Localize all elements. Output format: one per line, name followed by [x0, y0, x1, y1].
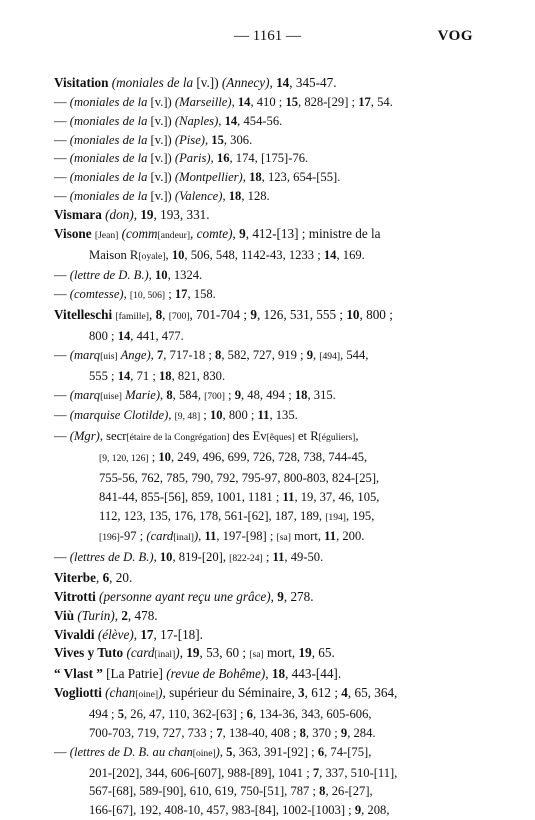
- text-run: [v.]): [150, 132, 175, 147]
- index-continuation: [54, 469, 482, 488]
- small-text: [sa]: [276, 532, 291, 544]
- italic-text: ): [193, 529, 199, 544]
- bold-text: Vogliotti: [54, 685, 102, 701]
- italic-text: (don): [105, 206, 134, 222]
- text-run: ,: [133, 206, 141, 222]
- text-run: [v.]): [196, 75, 219, 90]
- bold-text: 10: [209, 408, 223, 423]
- text-run: Maison R: [89, 247, 139, 262]
- index-subentry: [54, 743, 482, 764]
- text-run: , 200.: [336, 529, 365, 544]
- text-run: , 65, 364,: [347, 685, 398, 701]
- text-run: , 169.: [336, 247, 365, 262]
- text-run: , 701-704 ;: [189, 307, 251, 323]
- text-run: ,: [150, 347, 157, 362]
- text-run: , 20.: [109, 570, 133, 586]
- index-continuation: [54, 801, 482, 820]
- bold-text: 14: [117, 368, 131, 383]
- text-run: , secr: [99, 429, 127, 444]
- bold-text: 8: [319, 784, 326, 799]
- text-run: ,: [168, 408, 175, 423]
- text-run: [v.]): [150, 94, 175, 109]
- index-entry: [54, 206, 482, 225]
- bold-text: 14: [323, 247, 337, 262]
- bold-text: 5: [226, 744, 233, 759]
- small-text: [inal]: [173, 532, 194, 544]
- index-subentry: [54, 386, 482, 407]
- small-text: [étaire de la Congrégation]: [126, 432, 230, 444]
- text-run: —: [54, 347, 70, 362]
- text-run: ,: [242, 170, 250, 185]
- small-text: [700]: [168, 311, 190, 323]
- text-run: , 612 ;: [304, 685, 342, 701]
- text-run: —: [54, 287, 70, 302]
- italic-text: ): [215, 744, 220, 759]
- bold-text: 15: [285, 94, 299, 109]
- small-text: [famille]: [115, 311, 149, 323]
- small-text: [oyale]: [138, 250, 166, 262]
- text-run: , 819-[20],: [172, 550, 230, 565]
- italic-text: ): [175, 645, 180, 661]
- text-run: [v.]): [150, 113, 175, 128]
- bold-text: 14: [276, 75, 290, 90]
- text-run: , 135.: [269, 408, 298, 423]
- text-run: , 454-56.: [237, 113, 283, 128]
- text-run: , 278.: [283, 588, 314, 604]
- index-continuation: [54, 367, 482, 386]
- bold-text: Vitelleschi: [54, 307, 113, 323]
- bold-text: 14: [117, 328, 131, 343]
- italic-text: (moniales de la: [111, 75, 197, 90]
- bold-text: 8: [166, 387, 173, 402]
- text-run: 494 ;: [89, 707, 118, 721]
- italic-text: (lettres de D. B.): [69, 550, 154, 565]
- bold-text: 10: [159, 550, 173, 565]
- bold-text: 11: [324, 529, 337, 544]
- index-subentry: [54, 149, 482, 168]
- page-header: [0, 28, 535, 48]
- text-run: —: [54, 268, 70, 283]
- italic-text: Marie): [121, 387, 161, 402]
- text-run: 555 ;: [89, 368, 118, 383]
- small-text: [10, 506]: [129, 290, 166, 302]
- text-run: , 443-[44].: [285, 666, 342, 682]
- text-run: , 193, 331.: [153, 206, 210, 222]
- text-run: , 74-[75],: [324, 744, 372, 759]
- bold-text: 2: [121, 607, 128, 623]
- small-text: [196]: [99, 532, 120, 544]
- bold-text: 9: [306, 347, 313, 362]
- bold-text: 8: [155, 307, 163, 323]
- small-text: [inal]: [154, 649, 176, 661]
- text-run: , 345-47.: [289, 75, 337, 90]
- bold-text: 6: [102, 570, 110, 586]
- italic-text: (Valence): [174, 189, 223, 204]
- bold-text: 14: [237, 94, 251, 109]
- bold-text: 14: [224, 113, 238, 128]
- index-subentry: [54, 112, 482, 131]
- index-continuation: [54, 448, 482, 469]
- text-run: ,: [270, 588, 278, 604]
- text-run: , 123, 654-[55].: [261, 170, 341, 185]
- index-entries: [54, 74, 482, 820]
- small-text: [éguliers]: [318, 432, 356, 444]
- bold-text: 18: [228, 189, 242, 204]
- italic-text: (marq: [69, 347, 101, 362]
- text-run: , 19, 37, 46, 105,: [294, 489, 380, 504]
- index-entry: [54, 607, 482, 626]
- italic-text: (Annecy): [218, 75, 270, 90]
- bold-text: 6: [317, 744, 325, 759]
- bold-text: 6: [246, 707, 253, 721]
- index-continuation: [54, 527, 482, 548]
- text-run: , 48, 494 ;: [241, 387, 295, 402]
- italic-text: (marq: [69, 387, 101, 402]
- text-run: , 195,: [346, 508, 375, 523]
- bold-text: 5: [117, 707, 124, 721]
- text-run: , 65.: [311, 645, 335, 661]
- text-run: 755-56, 762, 785, 790, 792, 795-97, 800-803, 824-[25],: [99, 470, 380, 485]
- italic-text: (lettres de D. B. au chan: [69, 744, 193, 759]
- text-run: ,: [210, 151, 217, 166]
- text-run: ,: [269, 75, 277, 90]
- text-run: , 17-[18].: [153, 626, 203, 642]
- bold-text: 17: [140, 626, 154, 642]
- italic-text: (marquise Clotilde): [69, 408, 169, 423]
- text-run: mort,: [290, 529, 325, 544]
- text-run: ,: [114, 607, 122, 623]
- text-run: , 478.: [127, 607, 158, 623]
- bold-text: 10: [171, 247, 185, 262]
- bold-text: Viù: [54, 607, 75, 623]
- text-run: , 208,: [361, 803, 390, 818]
- text-run: ,: [219, 744, 227, 759]
- italic-text: (moniales de la: [69, 132, 151, 147]
- text-run: ,: [231, 94, 238, 109]
- index-subentry: [54, 285, 482, 306]
- text-run: ,: [162, 307, 169, 323]
- index-subentry: [54, 266, 482, 285]
- italic-text: ): [158, 685, 163, 701]
- bold-text: 17: [174, 287, 188, 302]
- text-run: [v.]): [150, 151, 175, 166]
- text-run: ,: [204, 132, 212, 147]
- index-continuation: [54, 705, 482, 724]
- text-run: —: [54, 744, 70, 759]
- text-run: —: [54, 550, 70, 565]
- text-run: , 821, 830.: [171, 368, 226, 383]
- text-run: —: [54, 429, 70, 444]
- italic-text: (Turin): [77, 607, 115, 623]
- bold-text: 9: [239, 225, 246, 241]
- text-run: , 544,: [340, 347, 369, 362]
- text-run: mort,: [263, 645, 299, 661]
- bold-text: 19: [186, 645, 200, 661]
- bold-text: 11: [272, 550, 285, 565]
- bold-text: 10: [346, 307, 360, 323]
- italic-text: (Naples): [174, 113, 219, 128]
- text-run: , 54.: [370, 94, 393, 109]
- text-run: , 506, 548, 1142-43, 1233 ;: [184, 247, 324, 262]
- text-run: 112, 123, 135, 176, 178, 561-[62], 187, 189,: [99, 508, 326, 523]
- italic-text: (card: [126, 645, 155, 661]
- bold-text: 9: [250, 307, 257, 323]
- text-run: ;: [224, 387, 235, 402]
- bold-text: 8: [215, 347, 222, 362]
- text-run: —: [54, 132, 70, 147]
- italic-text: Ange): [117, 347, 151, 362]
- bold-text: 9: [234, 387, 241, 402]
- text-run: , 412-[13] ; ministre de la: [245, 225, 381, 241]
- text-run: ,: [222, 189, 229, 204]
- small-text: [Jean]: [94, 229, 119, 241]
- text-run: , 249, 496, 699, 726, 728, 738, 744-45,: [170, 450, 368, 465]
- text-run: , 158.: [187, 287, 216, 302]
- index-subentry: [54, 346, 482, 367]
- text-run: des Ev: [229, 429, 267, 444]
- italic-text: (Paris): [174, 151, 211, 166]
- text-run: ,: [179, 645, 187, 661]
- italic-text: (Mgr): [69, 429, 100, 444]
- small-text: [êques]: [266, 432, 295, 444]
- bold-text: 11: [282, 489, 295, 504]
- small-text: [9, 120, 126]: [99, 453, 149, 465]
- text-run: 201-[202], 344, 606-[607], 988-[89], 1041 ;: [89, 765, 313, 780]
- index-entry: [54, 684, 482, 705]
- index-subentry: [54, 427, 482, 448]
- text-run: , 306.: [223, 132, 253, 147]
- small-text: [494]: [319, 350, 341, 362]
- text-run: —: [54, 408, 70, 423]
- index-subentry: [54, 187, 482, 206]
- bold-text: 17: [358, 94, 371, 109]
- index-subentry: [54, 168, 482, 187]
- index-continuation: [54, 327, 482, 346]
- italic-text: (comtesse): [69, 287, 124, 302]
- text-run: , 717-18 ;: [163, 347, 216, 362]
- italic-text: (card: [146, 529, 174, 544]
- index-subentry: [54, 131, 482, 150]
- text-run: , 441, 477.: [130, 328, 184, 343]
- small-text: [9, 48]: [174, 411, 201, 423]
- bold-text: Visone: [54, 225, 92, 241]
- text-run: —: [54, 113, 70, 128]
- text-run: , 315.: [307, 387, 336, 402]
- text-run: ,: [232, 225, 240, 241]
- index-continuation: [54, 782, 482, 801]
- text-run: , 582, 727, 919 ;: [221, 347, 307, 362]
- text-run: ,: [148, 268, 155, 283]
- bold-text: 16: [216, 151, 230, 166]
- text-run: ,: [95, 570, 103, 586]
- text-run: , 53, 60 ;: [199, 645, 250, 661]
- running-head: VOG: [437, 28, 473, 44]
- text-run: , 71 ;: [130, 368, 159, 383]
- text-run: [v.]): [150, 170, 175, 185]
- bold-text: 9: [340, 725, 348, 740]
- bold-text: Viterbe: [54, 570, 96, 586]
- small-text: [822-24]: [229, 553, 263, 565]
- index-entry: [54, 665, 482, 684]
- text-run: ,: [148, 307, 156, 323]
- italic-text: (moniales de la: [69, 189, 151, 204]
- bold-text: 10: [154, 268, 168, 283]
- index-entry: [54, 644, 482, 665]
- italic-text: (moniales de la: [69, 170, 151, 185]
- italic-text: (moniales de la: [69, 151, 151, 166]
- bold-text: Vismara: [54, 206, 102, 222]
- index-entry: [54, 74, 482, 93]
- text-run: , 363, 391-[92] ;: [232, 744, 318, 759]
- text-run: , 126, 531, 555 ;: [256, 307, 347, 323]
- text-run: , 197-[98] ;: [216, 529, 277, 544]
- bold-text: Vives y Tuto: [54, 645, 124, 661]
- text-run: , 828-[29] ;: [298, 94, 359, 109]
- small-text: [andeur]: [157, 229, 191, 241]
- bold-text: 3: [298, 685, 305, 701]
- italic-text: (Montpellier): [174, 170, 243, 185]
- page-number: — 1161 —: [234, 28, 301, 44]
- text-run: 700-703, 719, 727, 733 ;: [89, 725, 217, 740]
- bold-text: 11: [204, 529, 217, 544]
- text-run: , 370 ;: [305, 725, 341, 740]
- small-text: [uise]: [100, 390, 122, 402]
- bold-text: 4: [341, 685, 348, 701]
- small-text: [uis]: [100, 350, 118, 362]
- text-run: ,: [160, 387, 167, 402]
- text-run: ;: [148, 450, 159, 465]
- text-run: ,: [313, 347, 320, 362]
- small-text: [oine]: [192, 747, 216, 759]
- text-run: , 49-50.: [284, 550, 324, 565]
- index-subentry: [54, 406, 482, 427]
- text-run: , 584,: [172, 387, 205, 402]
- text-run: ,: [218, 113, 225, 128]
- text-run: ,: [198, 529, 205, 544]
- text-run: -97 ;: [119, 529, 147, 544]
- text-run: —: [54, 94, 70, 109]
- index-continuation: [54, 246, 482, 267]
- index-entry: [54, 626, 482, 645]
- small-text: [oine]: [135, 689, 159, 701]
- index-continuation: [54, 724, 482, 743]
- italic-text: (lettre de D. B.): [69, 268, 149, 283]
- text-run: ,: [153, 550, 160, 565]
- text-run: , 284.: [347, 725, 376, 740]
- text-run: 800 ;: [89, 328, 118, 343]
- text-run: ,: [355, 429, 359, 444]
- italic-text: (Marseille): [174, 94, 232, 109]
- text-run: , 26, 47, 110, 362-[63] ;: [123, 707, 247, 721]
- italic-text: (chan: [105, 685, 136, 701]
- bold-text: 18: [294, 387, 308, 402]
- bold-text: 10: [158, 450, 171, 465]
- text-run: 166-[67], 192, 408-10, 457, 983-[84], 1002-[1003] ;: [89, 803, 355, 818]
- text-run: , supérieur du Séminaire,: [162, 685, 299, 701]
- text-run: , 337, 510-[11],: [319, 765, 398, 780]
- text-run: 841-44, 855-[56], 859, 1001, 1181 ;: [99, 489, 283, 504]
- text-run: , 138-40, 408 ;: [222, 725, 300, 740]
- text-run: 567-[68], 589-[90], 610, 619, 750-[51], 787 ;: [89, 784, 320, 799]
- italic-text: (élève): [97, 626, 134, 642]
- italic-text: (Pise): [174, 132, 205, 147]
- bold-text: 9: [354, 803, 362, 818]
- small-text: [sa]: [249, 649, 264, 661]
- text-run: ,: [165, 247, 172, 262]
- bold-text: Vitrotti: [54, 588, 96, 604]
- index-continuation: [54, 764, 482, 783]
- bold-text: 18: [158, 368, 172, 383]
- text-run: —: [54, 170, 70, 185]
- small-text: [194]: [325, 511, 346, 523]
- index-continuation: [54, 507, 482, 528]
- bold-text: 11: [257, 408, 270, 423]
- index-subentry: [54, 548, 482, 569]
- text-run: [La Patrie]: [102, 666, 167, 682]
- text-run: ;: [262, 550, 273, 565]
- index-entry: [54, 569, 482, 588]
- index-entry: [54, 225, 482, 246]
- bold-text: 9: [277, 588, 284, 604]
- text-run: , 410 ;: [250, 94, 286, 109]
- italic-text: (moniales de la: [69, 94, 151, 109]
- bold-text: 7: [312, 765, 320, 780]
- bold-text: 18: [271, 666, 286, 682]
- text-run: , 800 ;: [359, 307, 393, 323]
- text-run: et R: [294, 429, 319, 444]
- text-run: ,: [265, 666, 272, 682]
- text-run: —: [54, 189, 70, 204]
- text-run: , 800 ;: [222, 408, 258, 423]
- index-continuation: [54, 488, 482, 507]
- bold-text: Vivaldi: [54, 626, 95, 642]
- italic-text: (revue de Bohême): [166, 666, 266, 682]
- bold-text: Visitation: [54, 75, 109, 90]
- text-run: ,: [133, 626, 141, 642]
- bold-text: 8: [299, 725, 306, 740]
- text-run: ,: [123, 287, 130, 302]
- italic-text: (comm: [121, 225, 158, 241]
- text-run: , 134-36, 343, 605-606,: [252, 707, 372, 721]
- index-entry: [54, 588, 482, 607]
- italic-text: (personne ayant reçu une grâce): [99, 588, 271, 604]
- index-subentry: [54, 93, 482, 112]
- text-run: , 1324.: [167, 268, 203, 283]
- text-run: , 128.: [241, 189, 270, 204]
- index-entry: [54, 306, 482, 327]
- text-run: ;: [200, 408, 210, 423]
- bold-text: 18: [249, 170, 262, 185]
- bold-text: 19: [298, 645, 312, 661]
- bold-text: 7: [216, 725, 223, 740]
- bold-text: 7: [156, 347, 164, 362]
- text-run: ;: [165, 287, 175, 302]
- text-run: [v.]): [150, 189, 175, 204]
- italic-text: (moniales de la: [69, 113, 151, 128]
- italic-text: , comte): [190, 225, 233, 241]
- bold-text: “ Vlast ”: [54, 666, 103, 682]
- small-text: [700]: [204, 390, 225, 402]
- text-run: , 174, [175]-76.: [229, 151, 309, 166]
- bold-text: 19: [140, 206, 154, 222]
- text-run: —: [54, 151, 70, 166]
- text-run: , 26-[27],: [325, 784, 373, 799]
- text-run: —: [54, 387, 70, 402]
- bold-text: 15: [211, 132, 224, 147]
